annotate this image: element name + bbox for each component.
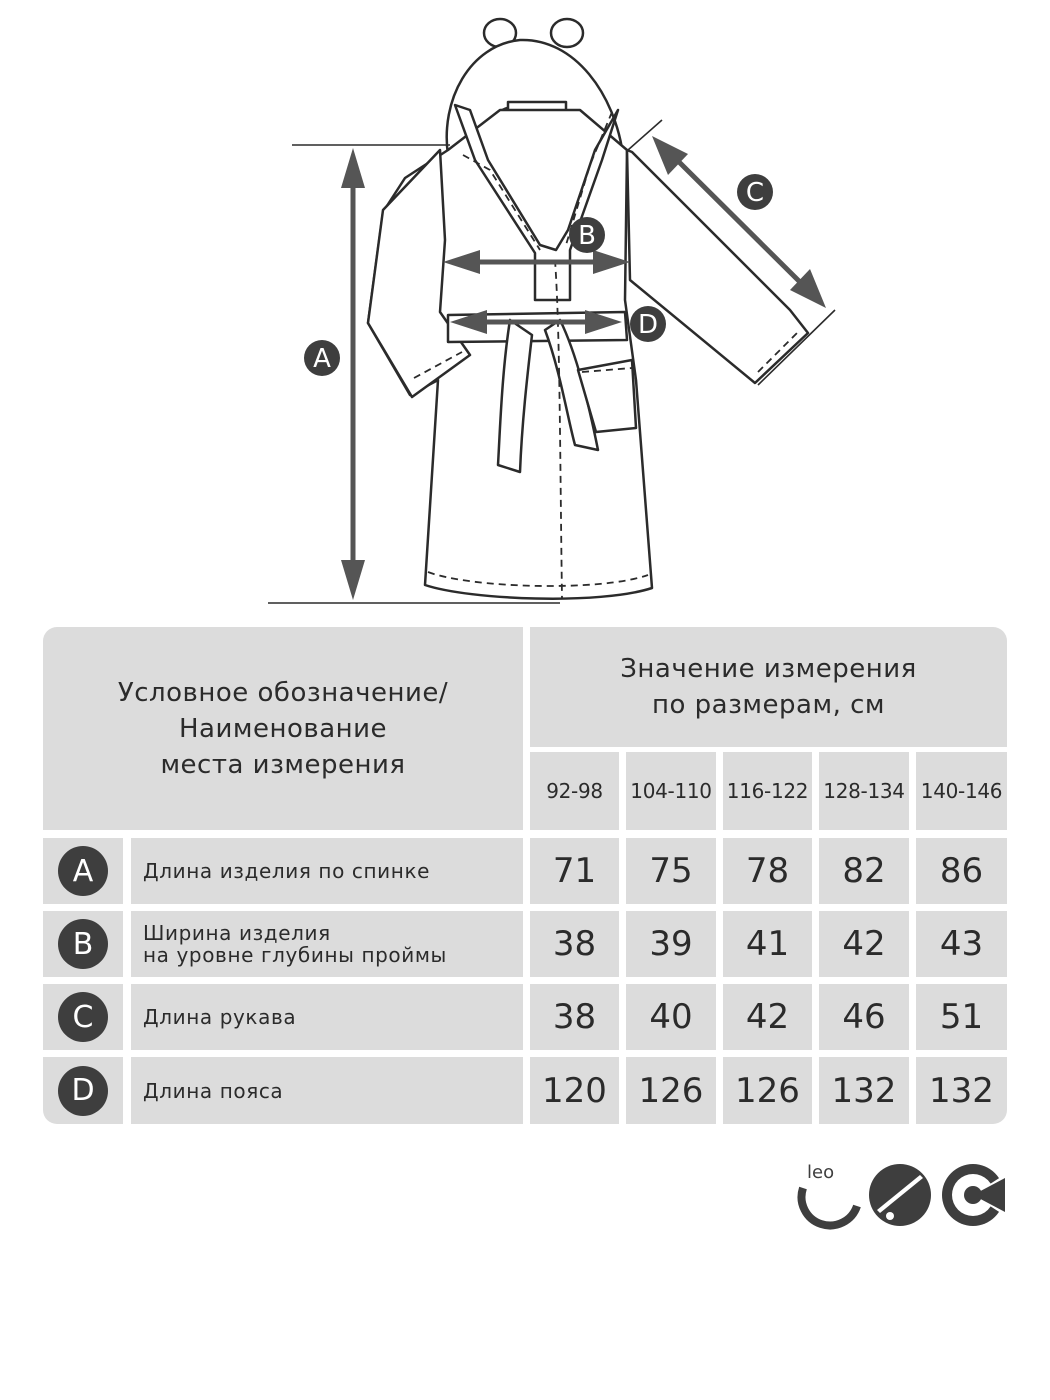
table-cell: 39: [626, 911, 716, 977]
table-cell: 126: [723, 1057, 812, 1124]
marker-d: [630, 306, 666, 342]
header-designation-line: места измерения: [160, 749, 406, 780]
bathrobe-outline: [368, 19, 808, 599]
size-header: 92-98: [530, 752, 619, 830]
marker-a: [304, 340, 340, 376]
logo-c-shape: [802, 1188, 857, 1225]
row-c-badge-cell: [43, 984, 123, 1050]
row-d-badge-cell: [43, 1057, 123, 1124]
badge-a: A: [58, 846, 108, 896]
logo-text: leo: [807, 1162, 835, 1183]
row-name-line: Длина изделия по спинке: [143, 859, 431, 883]
header-values-line: Значение измерения: [620, 654, 917, 684]
header-designation: [43, 627, 523, 830]
table-cell: 41: [723, 911, 812, 977]
row-name-line: Длина рукава: [143, 1005, 297, 1029]
leo-logo: [795, 1158, 1010, 1233]
table-cell: 43: [916, 911, 1007, 977]
table-cell: 78: [723, 838, 812, 904]
bathrobe-measurement-diagram: [0, 0, 1050, 620]
table-cell: 132: [916, 1057, 1007, 1124]
size-header: 140-146: [916, 752, 1007, 830]
badge-c: C: [58, 992, 108, 1042]
table-cell: 82: [819, 838, 909, 904]
table-cell: 38: [530, 911, 619, 977]
header-values-line: по размерам, см: [651, 690, 886, 720]
size-header: 128-134: [819, 752, 909, 830]
row-name-line: на уровне глубины проймы: [143, 943, 447, 967]
table-cell: 46: [819, 984, 909, 1050]
row-d-name: [131, 1057, 523, 1124]
table-cell: 126: [626, 1057, 716, 1124]
marker-a-text: A: [313, 344, 331, 374]
row-b-badge-cell: [43, 911, 123, 977]
table-cell: 40: [626, 984, 716, 1050]
table-cell: 71: [530, 838, 619, 904]
marker-c: [737, 174, 773, 210]
table-cell: 132: [819, 1057, 909, 1124]
marker-b-text: B: [578, 221, 596, 251]
table-cell: 86: [916, 838, 1007, 904]
marker-b: [569, 217, 605, 253]
table-cell: 75: [626, 838, 716, 904]
table-cell: 51: [916, 984, 1007, 1050]
table-cell: 38: [530, 984, 619, 1050]
header-designation-line: Наименование: [178, 713, 388, 744]
row-c-name: [131, 984, 523, 1050]
marker-c-text: C: [745, 178, 765, 208]
size-header: 104-110: [626, 752, 716, 830]
size-header: 116-122: [723, 752, 812, 830]
arrow-a: [341, 148, 365, 600]
table-cell: 42: [819, 911, 909, 977]
row-b-name: [131, 911, 523, 977]
row-a-badge-cell: [43, 838, 123, 904]
row-a-name: [131, 838, 523, 904]
badge-b: B: [58, 919, 108, 969]
marker-d-text: D: [637, 310, 659, 340]
table-cell: 42: [723, 984, 812, 1050]
table-cell: 120: [530, 1057, 619, 1124]
header-values: [530, 627, 1007, 747]
header-designation-line: Условное обозначение/: [117, 677, 449, 708]
badge-d: D: [58, 1066, 108, 1116]
row-name-line: Ширина изделия: [143, 921, 331, 945]
row-name-line: Длина пояса: [143, 1078, 284, 1103]
